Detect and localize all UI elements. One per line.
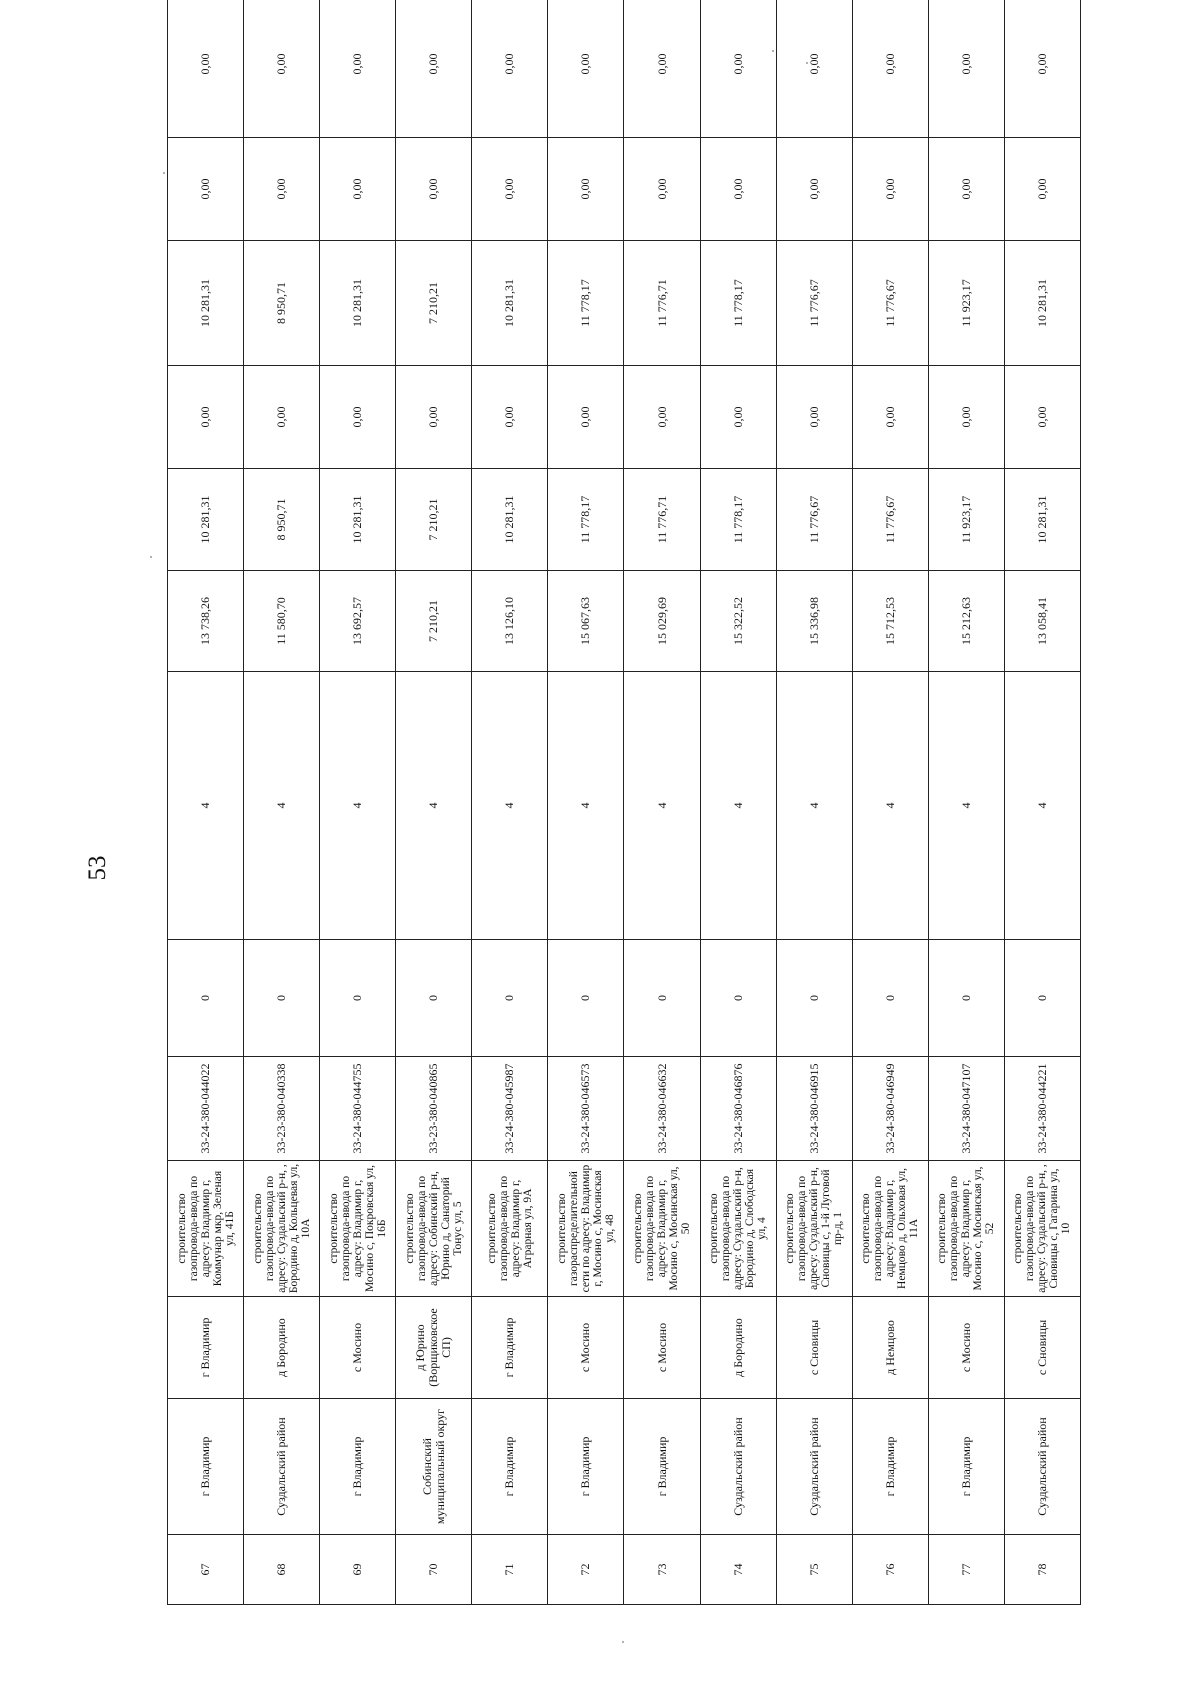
cell-amount-2: 11 776,67 xyxy=(776,469,852,571)
cell-row-number: 72 xyxy=(548,1535,624,1605)
cell-amount-5: 0,00 xyxy=(396,138,472,241)
cell-amount-5: 0,00 xyxy=(548,138,624,241)
cell-registry-code: 33-24-380-046949 xyxy=(852,1057,928,1161)
cell-locality: г Владимир xyxy=(472,1297,548,1399)
cell-value-1: 0 xyxy=(852,940,928,1057)
table-row xyxy=(472,0,548,1605)
cell-value-2: 4 xyxy=(776,672,852,940)
cell-amount-2: 11 776,67 xyxy=(852,469,928,571)
cell-amount-6: 0,00 xyxy=(396,0,472,138)
cell-amount-1: 7 210,21 xyxy=(396,571,472,672)
cell-amount-1: 15 336,98 xyxy=(776,571,852,672)
cell-amount-5: 0,00 xyxy=(624,138,700,241)
cell-district: г Владимир xyxy=(472,1399,548,1535)
cell-registry-code: 33-24-380-044022 xyxy=(168,1057,244,1161)
cell-row-number: 75 xyxy=(776,1535,852,1605)
cell-description: строительство газопровода-ввода по адресу: Суздальский р-н, , Бородино д, Кольцевая ул, 10А xyxy=(244,1161,320,1297)
cell-registry-code: 33-24-380-045987 xyxy=(472,1057,548,1161)
table-row xyxy=(548,0,624,1605)
cell-district: г Владимир xyxy=(928,1399,1004,1535)
table-wrapper xyxy=(167,53,1081,1605)
cell-amount-4: 11 778,17 xyxy=(548,241,624,366)
cell-locality: с Мосино xyxy=(928,1297,1004,1399)
cell-locality: д Бородино xyxy=(244,1297,320,1399)
cell-amount-2: 10 281,31 xyxy=(320,469,396,571)
cell-row-number: 76 xyxy=(852,1535,928,1605)
cell-amount-4: 10 281,31 xyxy=(168,241,244,366)
cell-amount-1: 13 126,10 xyxy=(472,571,548,672)
cell-row-number: 73 xyxy=(624,1535,700,1605)
cell-amount-6: 0,00 xyxy=(928,0,1004,138)
table-row xyxy=(852,0,928,1605)
cell-value-1: 0 xyxy=(1004,940,1080,1057)
cell-registry-code: 33-24-380-047107 xyxy=(928,1057,1004,1161)
cell-amount-6: 0,00 xyxy=(1004,0,1080,138)
cell-value-2: 4 xyxy=(928,672,1004,940)
cell-row-number: 69 xyxy=(320,1535,396,1605)
cell-registry-code: 33-24-380-046573 xyxy=(548,1057,624,1161)
cell-amount-2: 7 210,21 xyxy=(396,469,472,571)
data-table xyxy=(167,0,1081,1605)
cell-value-1: 0 xyxy=(472,940,548,1057)
cell-locality: г Владимир xyxy=(168,1297,244,1399)
cell-amount-4: 11 778,17 xyxy=(700,241,776,366)
cell-district: Суздальский район xyxy=(776,1399,852,1535)
cell-value-1: 0 xyxy=(776,940,852,1057)
cell-amount-4: 10 281,31 xyxy=(1004,241,1080,366)
cell-amount-6: 0,00 xyxy=(624,0,700,138)
cell-value-1: 0 xyxy=(320,940,396,1057)
cell-row-number: 71 xyxy=(472,1535,548,1605)
scan-dot xyxy=(622,1641,624,1643)
cell-description: строительство газораспределительной сети по адресу: Владимир г, Мосино с, Мосинская ул, 48 xyxy=(548,1161,624,1297)
cell-row-number: 70 xyxy=(396,1535,472,1605)
table-row xyxy=(700,0,776,1605)
cell-amount-3: 0,00 xyxy=(852,366,928,469)
cell-amount-1: 13 058,41 xyxy=(1004,571,1080,672)
cell-registry-code: 33-24-380-044221 xyxy=(1004,1057,1080,1161)
cell-locality: с Сновицы xyxy=(1004,1297,1080,1399)
cell-value-2: 4 xyxy=(244,672,320,940)
cell-amount-1: 15 322,52 xyxy=(700,571,776,672)
cell-amount-1: 15 212,63 xyxy=(928,571,1004,672)
cell-row-number: 74 xyxy=(700,1535,776,1605)
cell-amount-4: 10 281,31 xyxy=(320,241,396,366)
cell-row-number: 78 xyxy=(1004,1535,1080,1605)
cell-amount-5: 0,00 xyxy=(852,138,928,241)
cell-amount-5: 0,00 xyxy=(928,138,1004,241)
cell-value-2: 4 xyxy=(1004,672,1080,940)
cell-amount-1: 15 712,53 xyxy=(852,571,928,672)
cell-registry-code: 33-24-380-046915 xyxy=(776,1057,852,1161)
table-row xyxy=(928,0,1004,1605)
cell-description: строительство газопровода-ввода по адресу: Владимир г, Аграрная ул, 9А xyxy=(472,1161,548,1297)
cell-amount-6: 0,00 xyxy=(548,0,624,138)
cell-value-2: 4 xyxy=(168,672,244,940)
cell-value-2: 4 xyxy=(700,672,776,940)
cell-amount-1: 13 738,26 xyxy=(168,571,244,672)
cell-district: Суздальский район xyxy=(244,1399,320,1535)
cell-amount-6: 0,00 xyxy=(700,0,776,138)
cell-description: строительство газопровода-ввода по адресу: Владимир г, Мосино с, Мосинская ул, 50 xyxy=(624,1161,700,1297)
cell-amount-4: 11 776,67 xyxy=(852,241,928,366)
cell-value-2: 4 xyxy=(396,672,472,940)
cell-amount-4: 8 950,71 xyxy=(244,241,320,366)
cell-amount-3: 0,00 xyxy=(776,366,852,469)
cell-value-2: 4 xyxy=(472,672,548,940)
cell-district: г Владимир xyxy=(624,1399,700,1535)
cell-registry-code: 33-24-380-046632 xyxy=(624,1057,700,1161)
cell-amount-4: 10 281,31 xyxy=(472,241,548,366)
cell-amount-3: 0,00 xyxy=(472,366,548,469)
table-row xyxy=(396,0,472,1605)
cell-value-1: 0 xyxy=(928,940,1004,1057)
cell-value-1: 0 xyxy=(624,940,700,1057)
cell-value-2: 4 xyxy=(852,672,928,940)
cell-district: Суздальский район xyxy=(1004,1399,1080,1535)
cell-district: г Владимир xyxy=(168,1399,244,1535)
table-row xyxy=(1004,0,1080,1605)
scan-dot xyxy=(163,172,165,174)
cell-locality: с Мосино xyxy=(320,1297,396,1399)
cell-amount-3: 0,00 xyxy=(624,366,700,469)
cell-locality: с Мосино xyxy=(548,1297,624,1399)
cell-amount-3: 0,00 xyxy=(244,366,320,469)
cell-description: строительство газопровода-ввода по адресу: Суздальский р-н, Сновицы с, 1-й Луговой пр-д, 1 xyxy=(776,1161,852,1297)
cell-amount-5: 0,00 xyxy=(700,138,776,241)
cell-amount-4: 11 923,17 xyxy=(928,241,1004,366)
cell-registry-code: 33-23-380-040865 xyxy=(396,1057,472,1161)
table-row xyxy=(320,0,396,1605)
cell-amount-3: 0,00 xyxy=(320,366,396,469)
cell-district: г Владимир xyxy=(852,1399,928,1535)
cell-amount-2: 10 281,31 xyxy=(472,469,548,571)
cell-description: строительство газопровода-ввода по адресу: Суздальский р-н, Бородино д, Слободская ул, 4 xyxy=(700,1161,776,1297)
cell-description: строительство газопровода-ввода по адресу: Владимир г, Немцово д, Ольховая ул, 11А xyxy=(852,1161,928,1297)
cell-registry-code: 33-24-380-046876 xyxy=(700,1057,776,1161)
cell-amount-1: 11 580,70 xyxy=(244,571,320,672)
cell-amount-5: 0,00 xyxy=(320,138,396,241)
table-body xyxy=(168,0,1081,1605)
table-row xyxy=(776,0,852,1605)
cell-district: Собинский муниципальный округ xyxy=(396,1399,472,1535)
cell-amount-6: 0,00 xyxy=(776,0,852,138)
cell-amount-6: 0,00 xyxy=(472,0,548,138)
cell-amount-2: 10 281,31 xyxy=(1004,469,1080,571)
cell-description: строительство газопровода-ввода по адресу: Суздальский р-н, , Сновицы с, Гагарина ул, 10 xyxy=(1004,1161,1080,1297)
cell-amount-1: 13 692,57 xyxy=(320,571,396,672)
cell-amount-1: 15 067,63 xyxy=(548,571,624,672)
cell-locality: д Бородино xyxy=(700,1297,776,1399)
page-number: 53 xyxy=(84,855,111,881)
cell-row-number: 68 xyxy=(244,1535,320,1605)
cell-district: г Владимир xyxy=(320,1399,396,1535)
cell-amount-2: 11 923,17 xyxy=(928,469,1004,571)
cell-amount-4: 7 210,21 xyxy=(396,241,472,366)
cell-amount-1: 15 029,69 xyxy=(624,571,700,672)
cell-value-2: 4 xyxy=(624,672,700,940)
cell-locality: д Юрино (Ворщиковское СП) xyxy=(396,1297,472,1399)
cell-amount-3: 0,00 xyxy=(168,366,244,469)
cell-amount-2: 11 778,17 xyxy=(700,469,776,571)
scan-dot xyxy=(150,556,152,558)
cell-description: строительство газопровода-ввода по адресу: Владимир г, Коммунар мкр, Зеленая ул, 41Б xyxy=(168,1161,244,1297)
cell-amount-5: 0,00 xyxy=(244,138,320,241)
cell-description: строительство газопровода-ввода по адресу: Владимир г, Мосино с, Покровская ул, 16Б xyxy=(320,1161,396,1297)
cell-amount-3: 0,00 xyxy=(1004,366,1080,469)
cell-amount-2: 10 281,31 xyxy=(168,469,244,571)
cell-value-1: 0 xyxy=(396,940,472,1057)
cell-description: строительство газопровода-ввода по адресу: Владимир г, Мосино с, Мосинская ул, 52 xyxy=(928,1161,1004,1297)
cell-amount-3: 0,00 xyxy=(396,366,472,469)
cell-locality: д Немцово xyxy=(852,1297,928,1399)
cell-value-1: 0 xyxy=(168,940,244,1057)
cell-amount-6: 0,00 xyxy=(852,0,928,138)
cell-registry-code: 33-24-380-044755 xyxy=(320,1057,396,1161)
cell-amount-4: 11 776,67 xyxy=(776,241,852,366)
cell-locality: с Мосино xyxy=(624,1297,700,1399)
cell-value-2: 4 xyxy=(548,672,624,940)
table-row xyxy=(244,0,320,1605)
cell-locality: с Сновицы xyxy=(776,1297,852,1399)
cell-amount-2: 11 778,17 xyxy=(548,469,624,571)
cell-value-1: 0 xyxy=(548,940,624,1057)
cell-amount-3: 0,00 xyxy=(548,366,624,469)
cell-row-number: 77 xyxy=(928,1535,1004,1605)
cell-row-number: 67 xyxy=(168,1535,244,1605)
cell-amount-4: 11 776,71 xyxy=(624,241,700,366)
cell-amount-5: 0,00 xyxy=(776,138,852,241)
cell-amount-5: 0,00 xyxy=(168,138,244,241)
cell-amount-2: 8 950,71 xyxy=(244,469,320,571)
table-row xyxy=(168,0,244,1605)
cell-amount-5: 0,00 xyxy=(472,138,548,241)
cell-district: Суздальский район xyxy=(700,1399,776,1535)
cell-amount-3: 0,00 xyxy=(928,366,1004,469)
cell-registry-code: 33-23-380-040338 xyxy=(244,1057,320,1161)
cell-value-1: 0 xyxy=(244,940,320,1057)
cell-amount-2: 11 776,71 xyxy=(624,469,700,571)
table-row xyxy=(624,0,700,1605)
cell-amount-5: 0,00 xyxy=(1004,138,1080,241)
cell-description: строительство газопровода-ввода по адресу: Собинский р-н, Юрино д, Санаторий Тонус ул, 5 xyxy=(396,1161,472,1297)
cell-amount-6: 0,00 xyxy=(168,0,244,138)
cell-value-1: 0 xyxy=(700,940,776,1057)
cell-value-2: 4 xyxy=(320,672,396,940)
cell-district: г Владимир xyxy=(548,1399,624,1535)
cell-amount-3: 0,00 xyxy=(700,366,776,469)
cell-amount-6: 0,00 xyxy=(320,0,396,138)
cell-amount-6: 0,00 xyxy=(244,0,320,138)
